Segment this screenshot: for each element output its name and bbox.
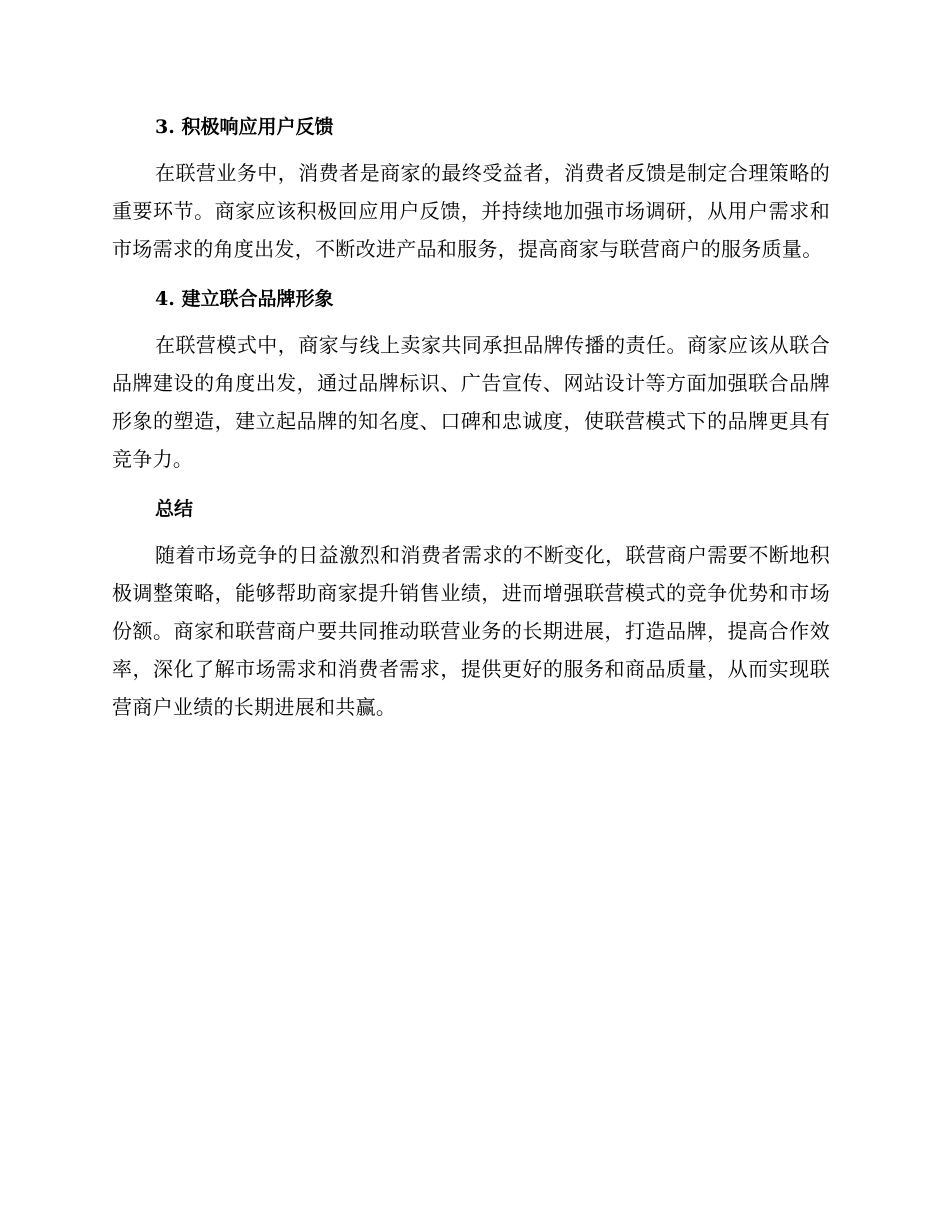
section-body-summary: 随着市场竞争的日益激烈和消费者需求的不断变化，联营商户需要不断地积极调整策略，能够帮助商家提升销售业绩，进而增强联营模式的竞争优势和市场份额。商家和联营商户要共同推动联营业务的长期进展，打造品牌，提高合作效率，深化了解市场需求和消费者需求，提供更好的服务和商品质量，从而实现联营商户业绩的长期进展和共赢。 [112, 543, 830, 719]
document-content [112, 108, 830, 726]
section-heading-feedback: 3. 积极响应用户反馈 [155, 116, 334, 138]
section-heading-summary: 总结 [155, 498, 194, 520]
section-heading-brand: 4. 建立联合品牌形象 [155, 288, 334, 310]
section-body-feedback: 在联营业务中，消费者是商家的最终受益者，消费者反馈是制定合理策略的重要环节。商家应该积极回应用户反馈，并持续地加强市场调研，从用户需求和市场需求的角度出发，不断改进产品和服务，提高商家与联营商户的服务质量。 [112, 161, 830, 261]
section-body-brand: 在联营模式中，商家与线上卖家共同承担品牌传播的责任。商家应该从联合品牌建设的角度出发，通过品牌标识、广告宣传、网站设计等方面加强联合品牌形象的塑造，建立起品牌的知名度、口碑和忠诚度，使联营模式下的品牌更具有竞争力。 [112, 333, 830, 471]
